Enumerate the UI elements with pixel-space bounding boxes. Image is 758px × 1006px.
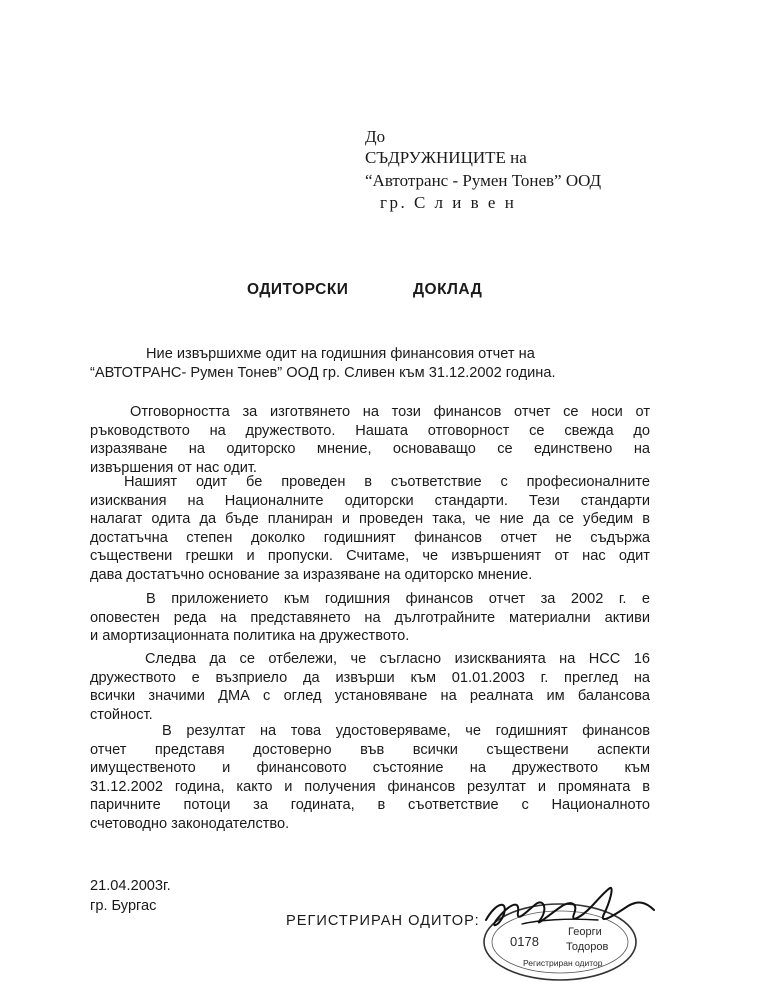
paragraph-line: имущественото и финансовото състояние на дружеството към bbox=[90, 760, 650, 777]
paragraph-line: В резултат на това удостоверяваме, че годишният финансов bbox=[162, 723, 650, 739]
stamp-number: 0178 bbox=[510, 934, 539, 949]
paragraph-line: дружеството е възприело да извърши към 01.01.2003 г. преглед на bbox=[90, 669, 650, 686]
paragraph-line: налагат одита да бъде планиран и проведен така, че ние да се убедим в bbox=[90, 511, 650, 528]
paragraph-line: Нашият одит бе проведен в съответствие с професионалните bbox=[124, 474, 650, 490]
paragraph-line: В приложението към годишния финансов отчет за 2002 г. е bbox=[146, 591, 650, 607]
report-place: гр. Бургас bbox=[90, 898, 157, 914]
paragraph-line: Ние извършихме одит на годишния финансовия отчет на bbox=[146, 346, 535, 362]
stamp-name-line1: Георги bbox=[568, 926, 602, 938]
paragraph-line: “АВТОТРАНС- Румен Тонев” ООД гр. Сливен към 31.12.2002 година. bbox=[90, 364, 556, 381]
paragraph-line: съществени грешки и пропуски. Считаме, че извършеният от нас одит bbox=[90, 548, 650, 565]
paragraph-line: достатъчна степен доколко годишният финансов отчет не съдържа bbox=[90, 529, 650, 546]
paragraph-line: изисквания на Националните одиторски стандарти. Тези стандарти bbox=[90, 492, 650, 509]
paragraph-line: изразяване на одиторско мнение, основаващо се единствено на bbox=[90, 441, 650, 458]
stamp-name-line2: Тодоров bbox=[566, 941, 609, 953]
stamp-caption: Регистриран одитор bbox=[523, 958, 603, 968]
document-title-word2: ДОКЛАД bbox=[413, 281, 483, 298]
registered-auditor-label: РЕГИСТРИРАН ОДИТОР: bbox=[286, 913, 480, 929]
paragraph-responsibility bbox=[90, 403, 650, 477]
signature-underline bbox=[522, 919, 598, 924]
paragraph-line: стойност. bbox=[90, 706, 153, 723]
paragraph-line: оповестен реда на представянето на дълготрайните материални активи bbox=[90, 609, 650, 626]
paragraph-line: ръководството на дружеството. Нашата отговорност се свежда до bbox=[90, 422, 650, 439]
report-date: 21.04.2003г. bbox=[90, 878, 171, 894]
addressee-company: “Автотранс - Румен Тонев” ООД bbox=[365, 171, 602, 190]
paragraph-line: и амортизационната политика на дружеството. bbox=[90, 628, 410, 645]
paragraph-standards bbox=[90, 473, 650, 585]
addressee-city: гр. С л и в е н bbox=[380, 193, 517, 212]
paragraph-nss16 bbox=[90, 650, 650, 724]
paragraph-line: всички значими ДМА с оглед установяване на реалната им балансова bbox=[90, 688, 650, 705]
addressee-to: До bbox=[365, 127, 386, 146]
paragraph-line: Следва да се отбележи, че съгласно изискванията на НСС 16 bbox=[145, 651, 650, 667]
addressee-recipients: СЪДРУЖНИЦИТЕ на bbox=[365, 148, 527, 167]
document-title-word1: ОДИТОРСКИ bbox=[247, 281, 349, 298]
paragraph-line: счетоводно законодателство. bbox=[90, 815, 290, 832]
paragraph-line: паричните потоци за годината, в съответствие с Националното bbox=[90, 797, 650, 814]
paragraph-audit-scope bbox=[90, 345, 650, 382]
paragraph-line: Отговорността за изготвянето на този финансов отчет се носи от bbox=[130, 404, 650, 420]
paragraph-line: отчет представя достоверно във всички съществени аспекти bbox=[90, 741, 650, 758]
paragraph-line: дава достатъчно основание за изразяване на одиторско мнение. bbox=[90, 566, 533, 583]
paragraph-line: извършения от нас одит. bbox=[90, 459, 257, 476]
paragraph-opinion bbox=[90, 722, 650, 834]
paragraph-annex bbox=[90, 590, 650, 646]
auditor-stamp-signature bbox=[478, 880, 668, 990]
paragraph-line: 31.12.2002 година, както и получения финансов резултат и промяната в bbox=[90, 778, 650, 795]
